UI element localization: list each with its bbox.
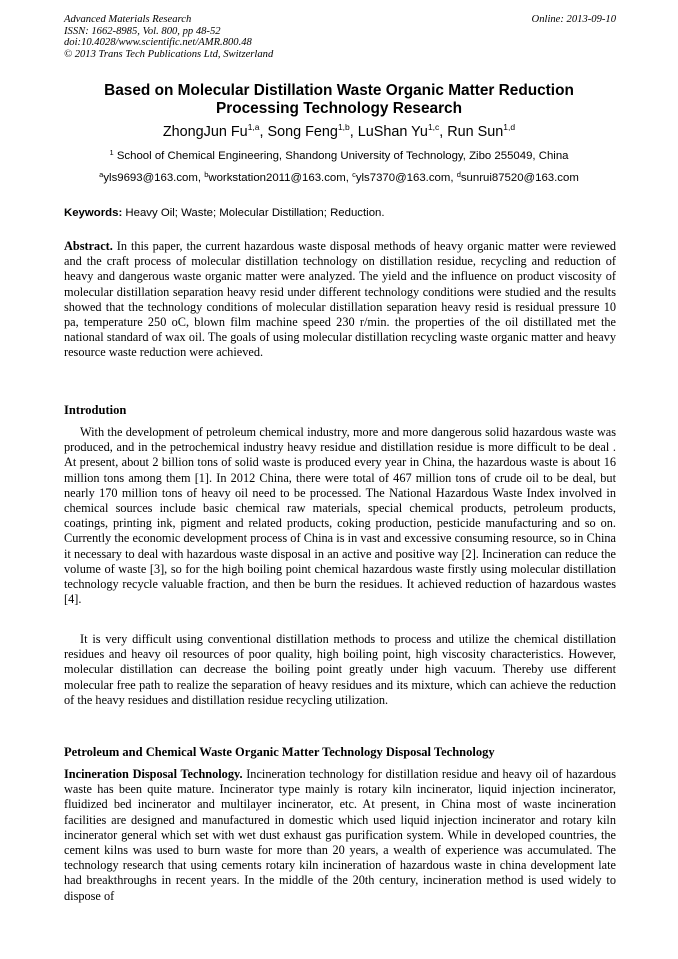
paper-title-line-2: Processing Technology Research [215, 100, 463, 117]
author-affiliation-mark: 1,a [247, 122, 260, 132]
author-name: Song Feng [267, 124, 338, 140]
author-name: ZhongJun Fu [162, 124, 248, 140]
paper-title-line-1: Based on Molecular Distillation Waste Organic Matter Reduction [104, 82, 574, 99]
email-address[interactable]: yls7370@163.com [355, 172, 451, 184]
author-affiliation-mark: 1,b [337, 122, 350, 132]
introduction-paragraph-2: It is very difficult using conventional distillation methods to process and utilize the chemical distillation residues and heavy oil resources of poor quality, high boiling point, high viscosity characteristics. However, molecular distillation can decrease the boiling point greatly under high vacuum. Thereby use different molecular free path to realize the separation of heavy residues and its mixture, which can achieve the reduction of the heavy residues and distillation residue recycling utilization. [64, 632, 616, 707]
email-separator: , [197, 172, 205, 184]
keywords-text: Heavy Oil; Waste; Molecular Distillation; Reduction. [122, 207, 385, 219]
email-mark: c [352, 170, 356, 179]
introduction-heading: Introdution [64, 403, 127, 417]
email-address[interactable]: sunrui87520@163.com [460, 172, 579, 184]
author-separator: , [259, 124, 268, 140]
abstract-label: Abstract. [64, 239, 113, 253]
email-address[interactable]: workstation2011@163.com [208, 172, 346, 184]
journal-issn: ISSN: 1662-8985, Vol. 800, pp 48-52 [64, 25, 221, 37]
author-separator: , [439, 124, 448, 140]
incineration-subheading: Incineration Disposal Technology. [64, 767, 243, 781]
author-affiliation-mark: 1,d [503, 122, 516, 132]
section-heading: Petroleum and Chemical Waste Organic Matter Technology Disposal Technology [64, 745, 495, 759]
journal-copyright: © 2013 Trans Tech Publications Ltd, Switzerland [64, 48, 274, 60]
author-affiliation-mark: 1,c [427, 122, 440, 132]
journal-header [64, 14, 616, 60]
incineration-text: Incineration technology for distillation residue and heavy oil of hazardous waste has been quite mature. Incinerator type mainly is rotary kiln incinerator, liquid injection incinerator, fluidized bed incinerator and multilayer incinerator, etc. At present, in China most of waste incineration facilities are designed and manufactured in domestic which used liquid injection incinerator and rotary kiln incinerator general which set with wet dust exhaust gas purification system. While in developed countries, the cement kilns was used to burn waste for more than 20 years, a wealth of experience was accumulated. The technology research that using cements rotary kiln incineration of hazardous waste in china development late had breakthroughs in recent years. In the middle of the 20th century, incineration method is used widely to dispose of [64, 767, 616, 903]
author-separator: , [349, 124, 358, 140]
introduction-paragraph-1: With the development of petroleum chemical industry, more and more dangerous solid hazardous waste was produced, and in the petrochemical industry heavy residue and distillation residue is more difficult to be deal . At present, about 2 billion tons of solid waste is produced every year in China, the hazardous waste is about 16 million tons among them [1]. In 2012 China, there were total of 467 million tons of crude oil to be deal, but nearly 170 million tons of heavy oil need to be processed. The National Hazardous Waste Index involved in chemical sources include basic chemical raw materials, special chemical products, petroleum products, coatings, printing ink, pigment and related products, coking production, pesticide manufacturing and so on. Currently the economic development process of China is in vast and excessive consuming resource, so in China it necessary to deal with hazardous waste disposal in an active and positive way [2]. Incineration can reduce the volume of waste [3], so for the high boiling point chemical hazardous waste firstly using molecular distillation technology recycle valuable fraction, and then be burn the residues. It achieved reduction of hazardous wastes [4]. [64, 425, 616, 607]
email-mark: a [99, 170, 104, 179]
author-list [20, 123, 658, 141]
affiliation [20, 149, 658, 164]
abstract [64, 239, 616, 361]
author-name: Run Sun [447, 124, 504, 140]
affiliation-mark: 1 [109, 148, 114, 157]
journal-doi: doi:10.4028/www.scientific.net/AMR.800.48 [64, 37, 252, 49]
online-date: Online: 2013-09-10 [531, 14, 616, 25]
email-separator: , [345, 172, 353, 184]
affiliation-text: School of Chemical Engineering, Shandong University of Technology, Zibo 255049, China [113, 150, 569, 162]
keywords-label: Keywords: [64, 207, 123, 219]
abstract-text: In this paper, the current hazardous waste disposal methods of heavy organic matter were reviewed and the craft process of molecular distillation technology on distillation residue, recycling and reduction of heavy and dangerous waste organic matter were analyzed. The yield and the influence on product viscosity of molecular distillation separation heavy resid under different technology conditions were studied and the results showed that the technology conditions of molecular distillation separation heavy resid is residual pressure 10 pa, temperature 250 oC, blown film machine speed 230 r/min. the properties of the oil distillated met the national standard of wax oil. The goals of using molecular distillation recycling waste organic matter and heavy resource waste reduction were achieved. [64, 239, 616, 360]
email-address[interactable]: yls9693@163.com [103, 172, 198, 184]
keywords [64, 206, 616, 221]
email-mark: d [456, 170, 461, 179]
email-list [20, 171, 658, 186]
incineration-paragraph [64, 767, 616, 904]
journal-name: Advanced Materials Research [64, 14, 192, 25]
paper-title [40, 82, 638, 118]
email-separator: , [450, 172, 457, 184]
email-mark: b [204, 170, 209, 179]
author-name: LuShan Yu [357, 124, 428, 140]
